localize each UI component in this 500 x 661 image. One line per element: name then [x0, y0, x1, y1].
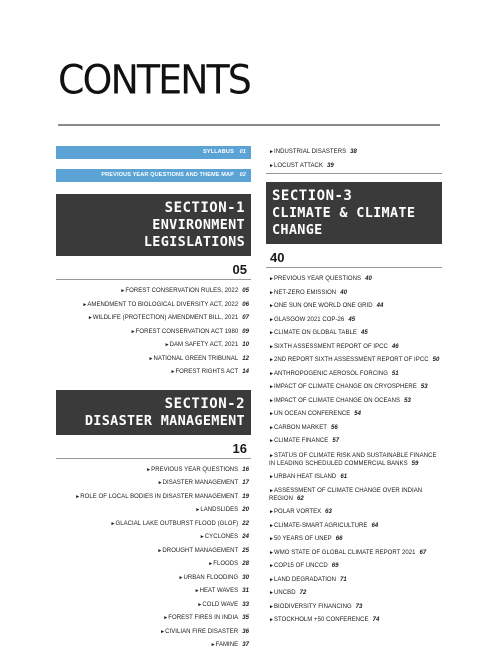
toc-entry[interactable]	[266, 587, 442, 601]
toc-entry-page: 51	[391, 370, 399, 377]
section-1-block	[56, 194, 251, 380]
toc-entry[interactable]	[56, 626, 251, 640]
toc-entry-label: WILDLIFE (PROTECTION) AMENDMENT BILL, 2021	[92, 315, 239, 321]
toc-entry-page: 69	[331, 563, 339, 569]
toc-entry[interactable]	[56, 612, 251, 626]
toc-entry[interactable]	[266, 601, 442, 615]
toc-entry-label: FOREST CONSERVATION RULES, 2022	[125, 288, 239, 294]
toc-entry-label: IMPACT OF CLIMATE CHANGE ON OCEANS	[274, 397, 401, 404]
toc-entry[interactable]	[56, 491, 251, 505]
toc-entry[interactable]	[266, 395, 442, 409]
toc-entry[interactable]	[56, 572, 251, 586]
section-2-block	[56, 390, 251, 653]
toc-entry-label: CLIMATE FINANCE	[274, 438, 329, 444]
toc-entry-label: URBAN FLOODING	[183, 574, 239, 581]
toc-entry-label: UN OCEAN CONFERENCE	[274, 411, 351, 417]
toc-entry-page: 25	[242, 547, 249, 554]
toc-entry-page: 61	[340, 473, 348, 480]
toc-entry-label: CYCLONES	[204, 534, 239, 540]
toc-entry-page: 05	[242, 288, 249, 294]
right-pointer-icon: ►	[269, 162, 274, 169]
toc-entry-label: ANTHROPOGENIC AEROSOL FORCING	[274, 370, 388, 377]
toc-entry-page: 31	[242, 588, 249, 594]
toc-entry-label: 50 YEARS OF UNEP	[274, 536, 332, 542]
right-pointer-icon: ►	[195, 507, 201, 513]
toc-entry-label: HEAT WAVES	[199, 588, 239, 594]
toc-entry-label: STOCKHOLM +50 CONFERENCE	[274, 617, 369, 623]
toc-entry-page: 44	[376, 303, 384, 309]
pyq-theme-map-label: PREVIOUS YEAR QUESTIONS AND THEME MAP	[101, 172, 234, 178]
toc-entry[interactable]	[266, 449, 442, 471]
toc-entry-page: 30	[242, 574, 249, 581]
toc-entry-label: INDUSTRIAL DISASTERS	[274, 149, 347, 155]
toc-entry[interactable]	[266, 287, 442, 301]
right-pointer-icon: ►	[120, 288, 126, 294]
toc-entry-page: 72	[299, 590, 307, 596]
toc-entry-label: ROLE OF LOCAL BODIES IN DISASTER MANAGEMENT	[80, 493, 239, 500]
toc-entry[interactable]	[266, 533, 442, 547]
toc-entry-label: FOREST RIGHTS ACT	[175, 369, 239, 375]
toc-entry-page: 28	[242, 561, 249, 567]
section-2-banner	[56, 390, 251, 435]
page-title: CONTENTS	[58, 56, 250, 104]
toc-entry[interactable]	[266, 314, 442, 328]
toc-entry-page: 56	[331, 424, 338, 431]
toc-entry-label: NATIONAL GREEN TRIBUNAL	[153, 355, 239, 362]
toc-entry-label: WMO STATE OF GLOBAL CLIMATE REPORT 2021	[274, 549, 416, 556]
right-pointer-icon: ►	[269, 316, 274, 323]
right-pointer-icon: ►	[199, 534, 205, 540]
syllabus-page: 01	[239, 149, 246, 155]
toc-entry[interactable]	[266, 146, 442, 160]
toc-entry-label: POLAR VORTEX	[274, 509, 322, 515]
section-1-banner	[56, 194, 251, 256]
right-pointer-icon: ►	[269, 397, 274, 404]
right-pointer-icon: ►	[160, 628, 166, 635]
toc-entry-page: 06	[242, 301, 249, 308]
toc-entry[interactable]	[56, 558, 251, 572]
right-pointer-icon: ►	[269, 473, 274, 480]
toc-entry-label: SIXTH ASSESSMENT REPORT OF IPCC	[274, 343, 388, 350]
right-pointer-icon: ►	[194, 588, 200, 594]
toc-entry[interactable]	[266, 327, 442, 341]
toc-entry-label: FOREST FIRES IN INDIA	[168, 615, 239, 621]
toc-entry-page: 22	[242, 520, 249, 527]
syllabus-label: SYLLABUS	[202, 149, 234, 155]
toc-entry-label: CIVILIAN FIRE DISASTER	[165, 628, 239, 635]
section-2-entries	[56, 459, 251, 653]
right-pointer-icon: ►	[269, 488, 274, 494]
section-2-page-number: 16	[56, 439, 251, 459]
right-pointer-icon: ►	[75, 493, 81, 500]
toc-entry-label: COLD WAVE	[202, 601, 239, 608]
toc-entry-page: 40	[340, 289, 347, 296]
toc-entry-label: BIODIVERSITY FINANCING	[274, 603, 352, 610]
section-3-heading: SECTION-3	[272, 188, 353, 204]
toc-entry[interactable]	[266, 547, 442, 561]
section-2-continued-entries	[266, 146, 442, 174]
toc-entry-page: 24	[242, 534, 249, 540]
right-pointer-icon: ►	[170, 369, 176, 375]
right-pointer-icon: ►	[269, 617, 274, 623]
section-2-heading: SECTION-2	[164, 395, 245, 412]
toc-entry-page: 73	[355, 603, 363, 610]
toc-entry-page: 19	[242, 493, 249, 500]
toc-entry-label: 2ND REPORT SIXTH ASSESSMENT REPORT OF IPCC	[274, 357, 429, 363]
toc-entry[interactable]	[266, 300, 442, 314]
toc-entry-page: 39	[327, 162, 334, 169]
toc-entry-label: PREVIOUS YEAR QUESTIONS	[151, 466, 239, 473]
right-pointer-icon: ►	[269, 563, 274, 569]
toc-entry[interactable]	[56, 531, 251, 545]
right-pointer-icon: ►	[269, 330, 274, 336]
toc-entry-page: 36	[242, 628, 249, 635]
section-1-page-number: 05	[56, 260, 251, 280]
right-column	[266, 146, 442, 628]
right-pointer-icon: ►	[269, 452, 274, 459]
section-3-banner	[266, 182, 442, 244]
right-pointer-icon: ►	[269, 343, 274, 350]
right-pointer-icon: ►	[130, 328, 136, 335]
toc-entry[interactable]	[56, 339, 251, 353]
right-pointer-icon: ►	[269, 509, 274, 515]
toc-entry[interactable]	[56, 285, 251, 299]
toc-entry-page: 67	[419, 549, 427, 556]
toc-entry[interactable]	[266, 381, 442, 395]
toc-entry-label: LANDSLIDES	[200, 507, 239, 513]
toc-entry-label: PREVIOUS YEAR QUESTIONS	[274, 276, 362, 282]
toc-entry[interactable]	[56, 366, 251, 380]
toc-entry[interactable]	[56, 326, 251, 340]
toc-entry-label: DISASTER MANAGEMENT	[162, 480, 239, 486]
left-column	[56, 146, 251, 653]
toc-entry-page: 54	[354, 411, 362, 417]
right-pointer-icon: ►	[269, 424, 274, 431]
toc-entry[interactable]	[266, 354, 442, 368]
right-pointer-icon: ►	[269, 590, 274, 596]
syllabus-bar[interactable]	[56, 146, 251, 159]
toc-entry-page: 53	[420, 384, 428, 390]
toc-entry-label: AMENDMENT TO BIOLOGICAL DIVERSITY ACT, 2022	[87, 301, 239, 308]
right-pointer-icon: ►	[148, 355, 154, 362]
toc-entry-page: 10	[242, 342, 249, 348]
toc-entry-label: FAMINE	[215, 642, 239, 648]
toc-entry[interactable]	[266, 435, 442, 449]
toc-entry-page: 16	[242, 466, 249, 473]
toc-entry[interactable]	[56, 353, 251, 367]
toc-entry-page: 07	[242, 315, 249, 321]
toc-entry[interactable]	[266, 160, 442, 174]
toc-entry-page: 57	[332, 438, 340, 444]
toc-entry[interactable]	[56, 312, 251, 326]
toc-entry-page: 66	[335, 536, 343, 542]
toc-entry-page: 59	[411, 460, 419, 467]
toc-entry[interactable]	[266, 273, 442, 287]
toc-entry-page: 12	[242, 355, 249, 362]
right-pointer-icon: ►	[146, 466, 152, 473]
right-pointer-icon: ►	[110, 520, 116, 527]
right-pointer-icon: ►	[208, 561, 214, 567]
toc-entry[interactable]	[56, 299, 251, 313]
toc-entry-label: UNCBD	[274, 590, 296, 596]
toc-entry[interactable]	[266, 471, 442, 485]
toc-entry[interactable]	[56, 518, 251, 532]
toc-entry-page: 20	[242, 507, 249, 513]
toc-entry[interactable]	[56, 639, 251, 653]
toc-entry[interactable]	[266, 560, 442, 574]
section-3-entries	[266, 268, 442, 628]
right-pointer-icon: ►	[269, 149, 274, 155]
right-pointer-icon: ►	[82, 301, 88, 308]
toc-entry-label: GLACIAL LAKE OUTBURST FLOOD (GLOF)	[115, 520, 239, 527]
section-1-entries	[56, 280, 251, 380]
toc-entry[interactable]	[266, 520, 442, 534]
right-pointer-icon: ►	[269, 303, 274, 309]
right-pointer-icon: ►	[178, 574, 184, 581]
toc-entry[interactable]	[266, 574, 442, 588]
toc-entry[interactable]	[266, 408, 442, 422]
toc-entry-page: 74	[372, 617, 380, 623]
right-pointer-icon: ►	[164, 342, 170, 348]
toc-entry-page: 37	[242, 642, 249, 648]
right-pointer-icon: ►	[269, 384, 274, 390]
toc-entry[interactable]	[56, 464, 251, 478]
pyq-theme-map-page: 02	[239, 172, 246, 178]
section-1-heading: SECTION-1	[164, 200, 245, 216]
section-3-page-number: 40	[266, 248, 442, 268]
section-1-title: ENVIRONMENT LEGISLATIONS	[143, 217, 245, 250]
toc-entry-label: LAND DEGRADATION	[274, 576, 337, 583]
toc-entry-page: 38	[350, 149, 357, 155]
toc-entry[interactable]	[56, 477, 251, 491]
toc-entry-page: 45	[360, 330, 368, 336]
right-pointer-icon: ►	[157, 480, 163, 486]
section-2-title: DISASTER MANAGEMENT	[84, 412, 245, 429]
right-pointer-icon: ►	[269, 536, 274, 542]
toc-entry[interactable]	[266, 341, 442, 355]
toc-entry[interactable]	[266, 506, 442, 520]
toc-entry[interactable]	[56, 599, 251, 613]
toc-entry-label: ONE SUN ONE WORLD ONE GRID	[274, 303, 373, 309]
toc-entry-page: 17	[242, 480, 249, 486]
right-pointer-icon: ►	[157, 547, 163, 554]
toc-entry[interactable]	[56, 545, 251, 559]
right-pointer-icon: ►	[269, 411, 274, 417]
toc-entry[interactable]	[266, 614, 442, 628]
right-pointer-icon: ►	[210, 642, 216, 648]
toc-entry-page: 62	[296, 496, 304, 502]
toc-entry-label: CLIMATE-SMART AGRICULTURE	[274, 522, 368, 529]
toc-entry-label: FLOODS	[213, 561, 239, 567]
toc-entry[interactable]	[266, 422, 442, 436]
toc-entry-label: STATUS OF CLIMATE RISK AND SUSTAINABLE FINANCE IN LEADING SCHEDULED COMMERCIAL BANKS	[269, 452, 437, 467]
right-pointer-icon: ►	[269, 438, 274, 444]
toc-entry-page: 35	[242, 615, 249, 621]
toc-entry[interactable]	[56, 504, 251, 518]
right-pointer-icon: ►	[163, 615, 169, 621]
toc-entry-label: COP15 OF UNCCD	[274, 563, 328, 569]
toc-entry-label: FOREST CONSERVATION ACT 1980	[135, 328, 239, 335]
toc-entry-page: 33	[242, 601, 249, 608]
right-pointer-icon: ►	[269, 370, 274, 377]
toc-entry-label: CLIMATE ON GLOBAL TABLE	[274, 330, 357, 336]
right-pointer-icon: ►	[87, 315, 93, 321]
toc-entry-page: 50	[432, 357, 440, 363]
right-pointer-icon: ►	[197, 601, 203, 608]
toc-entry-page: 14	[242, 369, 249, 375]
toc-entry-label: DAM SAFETY ACT, 2021	[169, 342, 239, 348]
toc-entry-label: DROUGHT MANAGEMENT	[162, 547, 239, 554]
toc-entry-label: URBAN HEAT ISLAND	[274, 473, 337, 480]
toc-entry-page: 40	[365, 276, 372, 282]
right-pointer-icon: ►	[269, 357, 274, 363]
toc-entry[interactable]	[56, 585, 251, 599]
right-pointer-icon: ►	[269, 576, 274, 583]
toc-entry-page: 45	[348, 316, 356, 323]
toc-entry-page: 53	[404, 397, 411, 404]
toc-entry-page: 09	[242, 328, 249, 335]
toc-entry[interactable]	[266, 368, 442, 382]
toc-entry-label: ASSESSMENT OF CLIMATE CHANGE OVER INDIAN REGION	[269, 488, 423, 502]
right-pointer-icon: ►	[269, 289, 274, 296]
right-pointer-icon: ►	[269, 276, 274, 282]
toc-entry-page: 64	[371, 522, 379, 529]
right-pointer-icon: ►	[269, 522, 274, 529]
toc-entry-label: CARBON MARKET	[274, 424, 327, 431]
toc-entry-page: 46	[391, 343, 399, 350]
toc-entry-page: 71	[340, 576, 347, 583]
toc-entry-label: LOCUST ATTACK	[274, 162, 323, 169]
toc-entry[interactable]	[266, 484, 442, 506]
right-pointer-icon: ►	[269, 549, 274, 556]
toc-entry-label: IMPACT OF CLIMATE CHANGE ON CRYOSPHERE	[274, 384, 417, 390]
pyq-theme-map-bar[interactable]	[56, 169, 251, 182]
title-divider	[58, 124, 440, 126]
toc-entry-label: GLASGOW 2021 COP-26	[274, 316, 345, 323]
toc-entry-label: NET-ZERO EMISSION	[274, 289, 337, 296]
toc-entry-page: 63	[325, 509, 332, 515]
right-pointer-icon: ►	[269, 603, 274, 610]
section-3-title: CLIMATE & CLIMATE CHANGE	[272, 205, 416, 238]
